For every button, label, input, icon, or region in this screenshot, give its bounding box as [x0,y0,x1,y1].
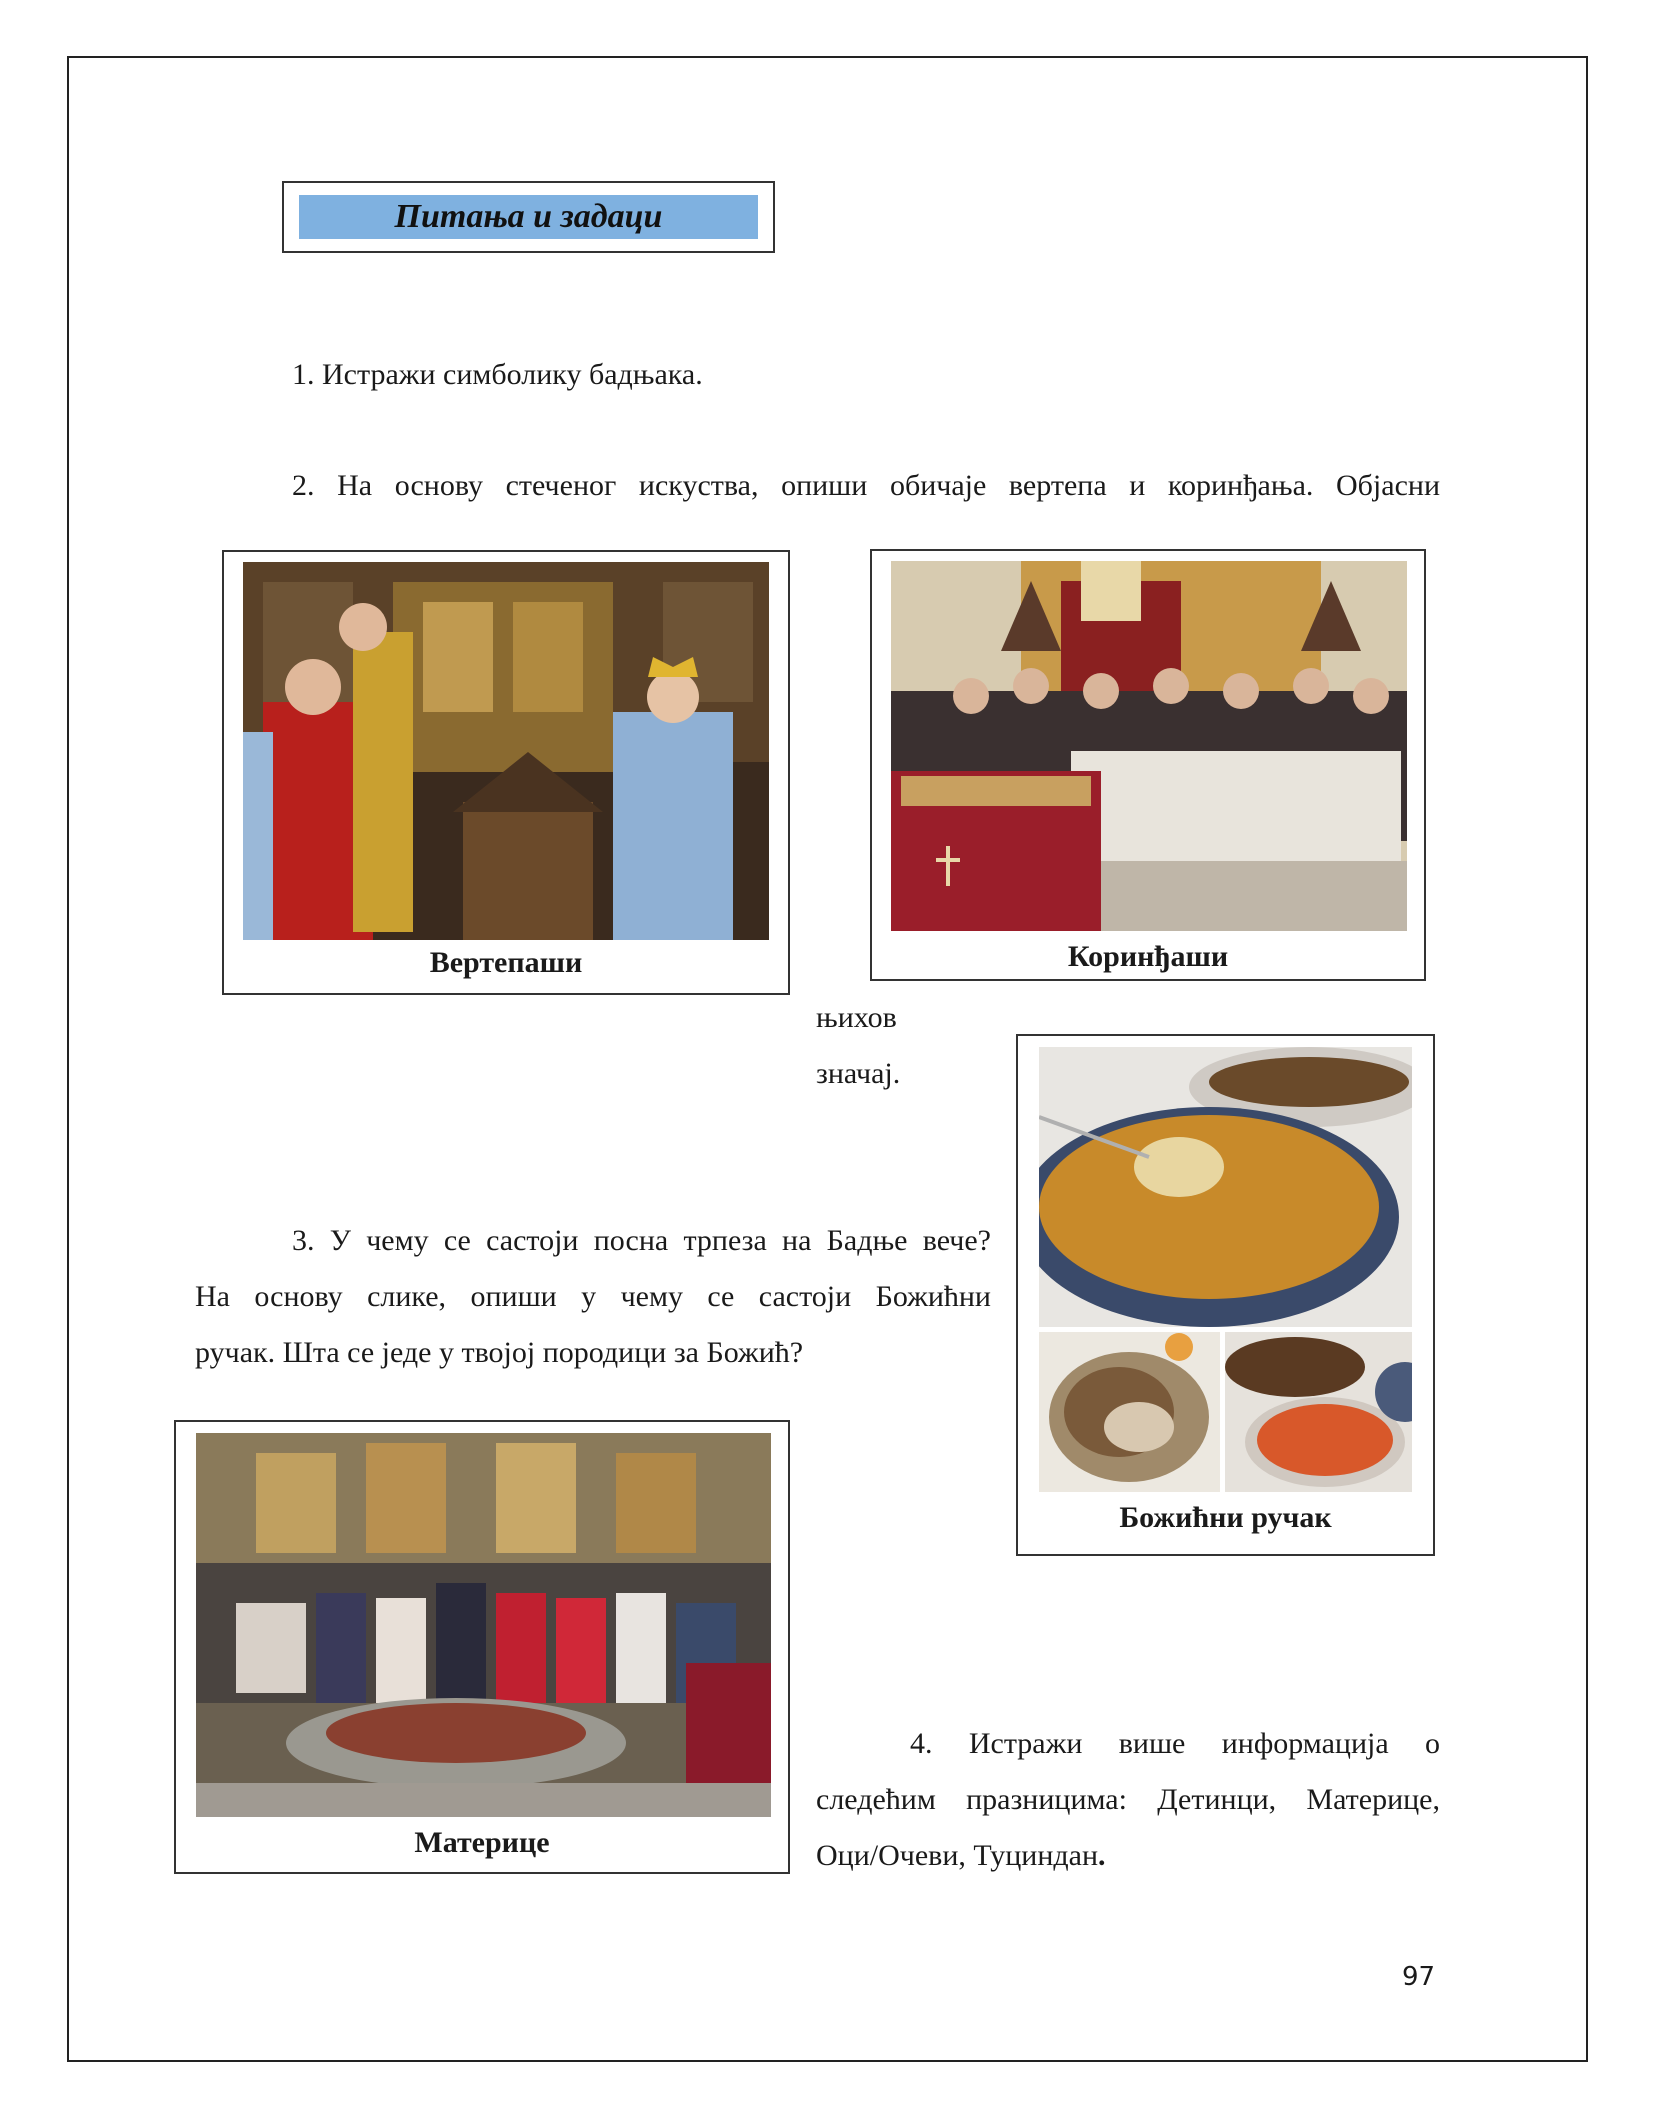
photo-soup [1039,1047,1412,1327]
task-2-line-3: значај. [816,1057,901,1090]
figure-materice [174,1420,790,1874]
photo-materice [196,1433,771,1817]
task-2-line-2: њихов [816,1001,897,1034]
section-title-box [282,181,775,253]
caption-materice: Материце [414,1826,550,1859]
caption-bozicni-rucak: Божићни ручак [1119,1501,1332,1534]
task-3-line-2: На основу слике, опиши у чему се састоји Божићни [195,1280,991,1313]
figure-bozicni-rucak [1016,1034,1435,1556]
task-1: 1. Истражи симболику бадњака. [292,358,703,391]
task-4-line-1: 4. Истражи више информација о [910,1727,1440,1760]
figure-korindjashi [870,549,1426,981]
task-4-line-2: следећим празницима: Детинци, Материце, [816,1783,1440,1816]
task-3-line-3: ручак. Шта се једе у твојој породици за Божић? [195,1336,804,1369]
task-2-line-1: 2. На основу стеченог искуства, опиши обичаје вертепа и коринђања. Објасни [292,469,1440,502]
photo-sauce [1225,1332,1412,1492]
caption-korindjashi: Коринђаши [1067,940,1229,973]
caption-vertepashi: Вертепаши [429,946,583,979]
task-4-end-period: . [1098,1839,1106,1872]
photo-vertepashi [243,562,769,940]
photo-korindjashi [891,561,1407,931]
task-3-line-1: 3. У чему се састоји посна трпеза на Бадње вече? [292,1224,991,1257]
photo-roast [1039,1332,1220,1492]
task-4-line-3 [816,1828,1106,1884]
figure-vertepashi [222,550,790,995]
task-4-line-3-text: Оци/Очеви, Туциндан [816,1839,1099,1872]
page-number: 97 [1402,1962,1436,1992]
section-title: Питања и задаци [299,195,758,239]
